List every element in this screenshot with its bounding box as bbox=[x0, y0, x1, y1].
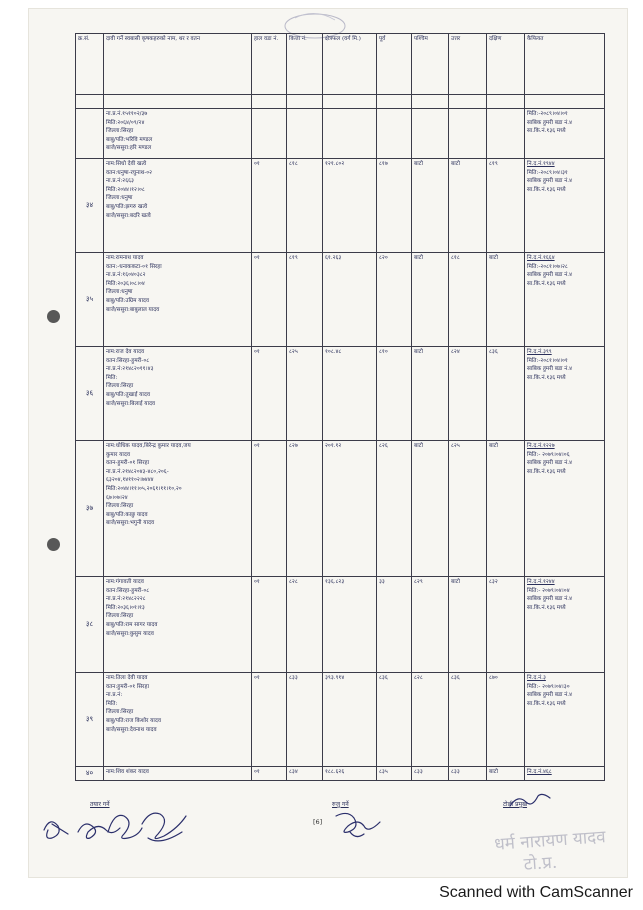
ward-number-text: ०१ bbox=[254, 675, 260, 681]
area-value bbox=[323, 253, 377, 347]
owner-detail-line: ना.प्र.नं:२६६३ bbox=[106, 178, 134, 185]
owner-detail-line: बाबु/पति:भरिवि मण्डल bbox=[106, 136, 153, 143]
south-boundary bbox=[487, 109, 525, 159]
row-serial-number bbox=[76, 109, 104, 159]
table-row bbox=[76, 109, 605, 159]
official-stamp-text bbox=[494, 826, 608, 878]
table-row bbox=[76, 673, 605, 767]
remarks-title: नि.द.नं.४६८ bbox=[527, 769, 552, 775]
west-boundary-text: बाटो bbox=[414, 161, 423, 167]
remarks-line: सा.कि.नं.१३६ मध्ये bbox=[527, 374, 566, 381]
plot-number bbox=[287, 767, 323, 781]
owner-detail-line: ना.प्र.नं.२१४८२०४३-४८०,२०६- bbox=[106, 468, 169, 475]
gap-cell bbox=[377, 95, 412, 109]
ward-number bbox=[252, 109, 287, 159]
remarks-cell bbox=[525, 347, 605, 441]
plot-number-text: ८२८ bbox=[289, 579, 298, 585]
remarks-line: मिति:-२०८१।०७।२८ bbox=[527, 263, 568, 270]
owner-detail-line: बाजे/ससुरा:बिलाई यादव bbox=[106, 400, 156, 407]
area-value bbox=[323, 159, 377, 253]
remarks-line: साबिक हुमरी बडा नं.४ bbox=[527, 596, 572, 603]
owner-detail-line: वतन:-धनाककटा-०१ सिरहा bbox=[106, 263, 162, 270]
remarks-cell bbox=[525, 109, 605, 159]
north-boundary bbox=[449, 577, 487, 673]
table-gap-row bbox=[76, 95, 605, 109]
plot-number-text: ८३४ bbox=[289, 769, 298, 775]
remarks-cell bbox=[525, 441, 605, 577]
gap-cell bbox=[412, 95, 449, 109]
north-boundary bbox=[449, 253, 487, 347]
remarks-line: सा.कि.नं.१३६ मध्ये bbox=[527, 128, 566, 135]
east-boundary bbox=[377, 441, 412, 577]
remarks-cell bbox=[525, 673, 605, 767]
area-value bbox=[323, 441, 377, 577]
header-north: उत्तर bbox=[449, 34, 487, 95]
south-boundary bbox=[487, 673, 525, 767]
north-boundary bbox=[449, 159, 487, 253]
plot-number bbox=[287, 577, 323, 673]
owner-detail-line: बाजे/ससुरा:बदरि खत्वे bbox=[106, 212, 151, 219]
west-boundary-text: बाटो bbox=[414, 349, 423, 355]
gap-cell bbox=[487, 95, 525, 109]
owner-detail-line: मिति:२०३६।०८।०४ bbox=[106, 280, 145, 287]
owner-details bbox=[104, 673, 252, 767]
plot-number bbox=[287, 673, 323, 767]
serial-text: ४० bbox=[85, 769, 94, 778]
remarks-title: नि.द.नं.१६६४ bbox=[527, 255, 555, 261]
remarks-cell bbox=[525, 577, 605, 673]
gap-cell bbox=[449, 95, 487, 109]
punch-hole-top bbox=[47, 310, 60, 323]
owner-detail-line: ६७।०७।२४ bbox=[106, 494, 128, 501]
remarks-line: मिति:- २०७९।०४।३० bbox=[527, 683, 570, 690]
row-serial-number bbox=[76, 347, 104, 441]
area-value-text: ६१.२६३ bbox=[325, 255, 342, 261]
north-boundary-text: ८१८ bbox=[451, 255, 460, 261]
area-value-text: १३६.८२३ bbox=[325, 579, 345, 585]
plot-number-text: ८२५ bbox=[289, 349, 298, 355]
footer-prepared-by: तयार गर्ने bbox=[90, 801, 110, 808]
east-boundary bbox=[377, 159, 412, 253]
west-boundary bbox=[412, 441, 449, 577]
west-boundary bbox=[412, 577, 449, 673]
west-boundary-text: बाटो bbox=[414, 443, 423, 449]
north-boundary-text: बाटो bbox=[451, 579, 460, 585]
ward-number-text: ०१ bbox=[254, 769, 260, 775]
table-header-row bbox=[76, 34, 605, 95]
stamp-title: टो.प्र. bbox=[523, 852, 558, 875]
header-west: पश्चिम bbox=[412, 34, 449, 95]
remarks-cell bbox=[525, 767, 605, 781]
ward-number bbox=[252, 767, 287, 781]
east-boundary-text: ८३५ bbox=[379, 769, 388, 775]
east-boundary-text: ८२६ bbox=[379, 443, 388, 449]
owner-detail-line: बाजे/ससुरा:हरि मण्डल bbox=[106, 145, 152, 152]
ward-number bbox=[252, 577, 287, 673]
owner-detail-line: जिल्ला:सिरहा bbox=[106, 383, 134, 390]
east-boundary bbox=[377, 767, 412, 781]
remarks-line: साबिक हुमरी बडा नं.४ bbox=[527, 119, 572, 126]
owner-detail-line: जिल्ला:सिरहा bbox=[106, 128, 134, 135]
remarks-line: साबिक हुमरी बडा नं.४ bbox=[527, 692, 572, 699]
plot-number-text: ८२७ bbox=[289, 443, 298, 449]
owner-details bbox=[104, 577, 252, 673]
south-boundary-text: बाटो bbox=[489, 769, 498, 775]
remarks-line: मिति:-२०८९।०४।०१ bbox=[527, 111, 568, 117]
ward-number-text: ०१ bbox=[254, 255, 260, 261]
header-remarks: कैफियत bbox=[525, 34, 605, 95]
west-boundary bbox=[412, 253, 449, 347]
plot-number bbox=[287, 441, 323, 577]
owner-detail-line: वतन:धनुषा-रघुनाथ-०२ bbox=[106, 169, 153, 176]
plot-number bbox=[287, 109, 323, 159]
remarks-line: सा.कि.नं.१३६ मध्ये bbox=[527, 280, 566, 287]
owner-detail-line: मिति: bbox=[106, 374, 118, 381]
north-boundary bbox=[449, 109, 487, 159]
owner-detail-line: जिल्ला:सिरहा bbox=[106, 503, 134, 510]
row-serial-number bbox=[76, 577, 104, 673]
south-boundary-text: ८३२ bbox=[489, 579, 498, 585]
ward-number-text: ०१ bbox=[254, 579, 260, 585]
south-boundary-text: ८७० bbox=[489, 675, 498, 681]
ward-number bbox=[252, 159, 287, 253]
north-boundary bbox=[449, 441, 487, 577]
owner-detail-line: ना.प्र.नं:१६०४०३८२ bbox=[106, 272, 146, 279]
signature-center bbox=[330, 806, 390, 846]
owner-detail-line: बाबु/पति:काछु यादव bbox=[106, 511, 148, 518]
area-value-text: २०१.१२ bbox=[325, 443, 342, 449]
west-boundary-text: बाटो bbox=[414, 255, 423, 261]
gap-cell bbox=[104, 95, 252, 109]
owner-detail-line: वतन:सिरहा-हुमरी-०८ bbox=[106, 357, 150, 364]
owner-detail-line: मिति:२०४४।११।०५,२०६१।११।१०,२० bbox=[106, 485, 182, 492]
west-boundary bbox=[412, 767, 449, 781]
owner-details bbox=[104, 109, 252, 159]
south-boundary bbox=[487, 159, 525, 253]
south-boundary bbox=[487, 347, 525, 441]
east-boundary-text: ८२० bbox=[379, 255, 388, 261]
header-area: क्षेत्रफल (वर्ग मि.) bbox=[323, 34, 377, 95]
south-boundary bbox=[487, 441, 525, 577]
remarks-line: सा.कि.नं.१३६ मध्ये bbox=[527, 468, 566, 475]
owner-detail-line: बाजे/ससुरा:कुसुम यादव bbox=[106, 630, 154, 637]
west-boundary-text: ८२८ bbox=[414, 675, 423, 681]
owner-details bbox=[104, 159, 252, 253]
east-boundary-text: ३३ bbox=[379, 579, 385, 585]
area-value-text: १२१.८०२ bbox=[325, 161, 345, 167]
south-boundary-text: ८३६ bbox=[489, 349, 498, 355]
east-boundary bbox=[377, 577, 412, 673]
header-sn: क्र.सं. bbox=[76, 34, 104, 95]
area-value-text: १८८.६२६ bbox=[325, 769, 345, 775]
plot-number-text: ८३३ bbox=[289, 675, 298, 681]
ward-number-text: ०१ bbox=[254, 349, 260, 355]
owner-details bbox=[104, 441, 252, 577]
owner-detail-line: नाम:तिला देवी यादव bbox=[106, 675, 148, 681]
remarks-title: नि.द.नं.३ bbox=[527, 675, 546, 681]
area-value bbox=[323, 673, 377, 767]
row-serial-number bbox=[76, 253, 104, 347]
owner-detail-line: बाबु/पति:झगरु खत्वे bbox=[106, 203, 148, 210]
remarks-cell bbox=[525, 159, 605, 253]
east-boundary bbox=[377, 253, 412, 347]
ward-number-text: ०१ bbox=[254, 161, 260, 167]
remarks-title: नि.द.नं.१९४४ bbox=[527, 161, 555, 167]
serial-text: ३८ bbox=[85, 620, 94, 629]
north-boundary-text: बाटो bbox=[451, 161, 460, 167]
plot-number-text: ८१८ bbox=[289, 161, 298, 167]
plot-number bbox=[287, 159, 323, 253]
owner-detail-line: बाजे/ससुरा:भगुनी यादव bbox=[106, 520, 155, 527]
remarks-line: मिति:- २०७९।०४।०६ bbox=[527, 451, 570, 458]
ward-number bbox=[252, 253, 287, 347]
south-boundary-text: बाटो bbox=[489, 255, 498, 261]
owner-detail-line: कुमार यादव bbox=[106, 451, 130, 458]
east-boundary-text: ८१७ bbox=[379, 161, 388, 167]
plot-number bbox=[287, 253, 323, 347]
owner-detail-line: बाजे/ससुरा:देवनाथ यादव bbox=[106, 726, 157, 733]
owner-detail-line: बाबु/पति:तुखाई यादव bbox=[106, 391, 150, 398]
header-owner: दावी गर्ने स्वबासी कृषकहरुको नाम, थर र वतन bbox=[104, 34, 252, 95]
owner-detail-line: ना.प्र.नं: bbox=[106, 692, 123, 699]
ward-number bbox=[252, 441, 287, 577]
owner-detail-line: ना.प्र.नं.१५११०२/३७ bbox=[106, 111, 148, 117]
remarks-title: नि.द.नं.१२२७ bbox=[527, 443, 555, 449]
header-ward: हाल वडा नं. bbox=[252, 34, 287, 95]
gap-cell bbox=[252, 95, 287, 109]
plot-number bbox=[287, 347, 323, 441]
west-boundary bbox=[412, 109, 449, 159]
remarks-title: नि.द.नं.१२४४ bbox=[527, 579, 555, 585]
owner-detail-line: नाम:सिधो देवी खत्वे bbox=[106, 161, 147, 167]
gap-cell bbox=[76, 95, 104, 109]
owner-detail-line: जिल्ला:धनुषा bbox=[106, 289, 133, 296]
remarks-cell bbox=[525, 253, 605, 347]
owner-detail-line: मिति: bbox=[106, 700, 118, 707]
owner-detail-line: ६३२०४,१४११०२।७४४४ bbox=[106, 477, 154, 484]
scanner-watermark: Scanned with CamScanner bbox=[439, 884, 633, 901]
ward-number-text: ०१ bbox=[254, 443, 260, 449]
table-row bbox=[76, 347, 605, 441]
ward-number bbox=[252, 673, 287, 767]
owner-detail-line: मिति:२०४४।१२।०८ bbox=[106, 186, 145, 193]
west-boundary bbox=[412, 673, 449, 767]
owner-detail-line: जिल्ला:धनुषा bbox=[106, 195, 133, 202]
owner-detail-line: ना.प्र.नं:२१४८२२२८ bbox=[106, 596, 146, 603]
serial-text: ३९ bbox=[85, 715, 94, 724]
gap-cell bbox=[287, 95, 323, 109]
page-number: [6] bbox=[313, 818, 323, 826]
row-serial-number bbox=[76, 673, 104, 767]
area-value bbox=[323, 767, 377, 781]
east-boundary bbox=[377, 673, 412, 767]
owner-detail-line: नाम:धोधिक यादव,बिरेन्द्र कुमार यादव,जय bbox=[106, 443, 191, 449]
owner-detail-line: नाम:शिव शंकर यादव bbox=[106, 769, 149, 775]
south-boundary bbox=[487, 767, 525, 781]
owner-details bbox=[104, 253, 252, 347]
ward-number bbox=[252, 347, 287, 441]
owner-detail-line: वतन:सिरहा-हुमरी-०८ bbox=[106, 587, 150, 594]
north-boundary bbox=[449, 673, 487, 767]
south-boundary bbox=[487, 577, 525, 673]
owner-detail-line: बाबु/पति:राज किशोर यादव bbox=[106, 717, 161, 724]
owner-detail-line: बाबु/पति:राम सागर यादव bbox=[106, 621, 158, 628]
north-boundary-text: ८३६ bbox=[451, 675, 460, 681]
owner-detail-line: वतन-हुमरी-०१ सिरहा bbox=[106, 460, 150, 467]
footer-verified-by: रुजु गर्ने bbox=[332, 801, 349, 808]
west-boundary-text: ८२९ bbox=[414, 579, 423, 585]
remarks-line: साबिक हुमरी बडा नं.४ bbox=[527, 272, 572, 279]
remarks-line: सा.कि.नं.१३६ मध्ये bbox=[527, 700, 566, 707]
owner-detail-line: बाबु/पति:उग्रिम यादव bbox=[106, 297, 149, 304]
row-serial-number bbox=[76, 159, 104, 253]
east-boundary-text: ८३६ bbox=[379, 675, 388, 681]
serial-text: ३६ bbox=[85, 389, 94, 398]
serial-text: ३५ bbox=[85, 295, 94, 304]
header-plot: कित्ता नं. bbox=[287, 34, 323, 95]
west-boundary bbox=[412, 159, 449, 253]
owner-detail-line: नाम:रामनाथ यादव bbox=[106, 255, 144, 261]
area-value bbox=[323, 577, 377, 673]
serial-text: ३७ bbox=[85, 504, 94, 513]
owner-details bbox=[104, 347, 252, 441]
east-boundary bbox=[377, 109, 412, 159]
row-serial-number bbox=[76, 441, 104, 577]
north-boundary-text: ८२४ bbox=[451, 349, 460, 355]
area-value-text: १०८.४८ bbox=[325, 349, 342, 355]
gap-cell bbox=[525, 95, 605, 109]
owner-detail-line: जिल्ला:सिरहा bbox=[106, 613, 134, 620]
area-value bbox=[323, 109, 377, 159]
remarks-line: साबिक हुमरी बडा नं.४ bbox=[527, 366, 572, 373]
serial-text: ३४ bbox=[85, 201, 94, 210]
south-boundary-text: ८१९ bbox=[489, 161, 498, 167]
owner-detail-line: नाम:गंगावती यादव bbox=[106, 579, 144, 585]
east-boundary bbox=[377, 347, 412, 441]
owner-detail-line: बाजे/ससुरा:बाबुलाल यादव bbox=[106, 306, 160, 313]
east-boundary-text: ८१० bbox=[379, 349, 388, 355]
signature-left bbox=[38, 790, 208, 860]
remarks-line: साबिक हुमरी बडा नं.४ bbox=[527, 460, 572, 467]
owner-detail-line: ना.प्र.नं:२१४८२०११।४३ bbox=[106, 366, 154, 373]
table-row bbox=[76, 767, 605, 781]
table-row bbox=[76, 159, 605, 253]
punch-hole-bottom bbox=[47, 538, 60, 551]
table-row bbox=[76, 441, 605, 577]
remarks-line: साबिक हुमरी बडा नं.४ bbox=[527, 178, 572, 185]
owner-detail-line: वतन:हुमरी-०१ सिरहा bbox=[106, 683, 149, 690]
header-east: पूर्व bbox=[377, 34, 412, 95]
remarks-line: सा.कि.नं.१३६ मध्ये bbox=[527, 604, 566, 611]
remarks-line: मिति:-२०८९।०४।३१ bbox=[527, 169, 568, 176]
remarks-line: मिति:-२०८१।०४।०१ bbox=[527, 357, 568, 364]
remarks-title: नि.द.नं.३९९ bbox=[527, 349, 552, 355]
land-records-table bbox=[75, 33, 605, 781]
south-boundary bbox=[487, 253, 525, 347]
row-serial-number bbox=[76, 767, 104, 781]
header-south: दक्षिण bbox=[487, 34, 525, 95]
owner-detail-line: मिति:२०६४/०९/२४ bbox=[106, 119, 145, 126]
south-boundary-text: बाटो bbox=[489, 443, 498, 449]
table-row bbox=[76, 577, 605, 673]
footer-team-leader: टोली प्रमुख bbox=[503, 801, 528, 808]
remarks-line: मिति:- २०७९।०४।०४ bbox=[527, 587, 570, 594]
north-boundary-text: ८३३ bbox=[451, 769, 460, 775]
plot-number-text: ८१९ bbox=[289, 255, 298, 261]
area-value-text: ३९३.९१४ bbox=[325, 675, 345, 681]
signature-right bbox=[506, 790, 556, 814]
north-boundary bbox=[449, 347, 487, 441]
north-boundary bbox=[449, 767, 487, 781]
west-boundary-text: ८३३ bbox=[414, 769, 423, 775]
area-value bbox=[323, 347, 377, 441]
owner-detail-line: नाम:राज देव यादव bbox=[106, 349, 145, 355]
owner-detail-line: मिति:२०३६।०१।१३ bbox=[106, 604, 145, 611]
gap-cell bbox=[323, 95, 377, 109]
owner-details bbox=[104, 767, 252, 781]
west-boundary bbox=[412, 347, 449, 441]
stamp-name: धर्म नारायण यादव bbox=[493, 827, 607, 855]
owner-detail-line: जिल्ला:सिरहा bbox=[106, 709, 134, 716]
remarks-line: सा.कि.नं.१३६ मध्ये bbox=[527, 186, 566, 193]
table-row bbox=[76, 253, 605, 347]
north-boundary-text: ८२५ bbox=[451, 443, 460, 449]
